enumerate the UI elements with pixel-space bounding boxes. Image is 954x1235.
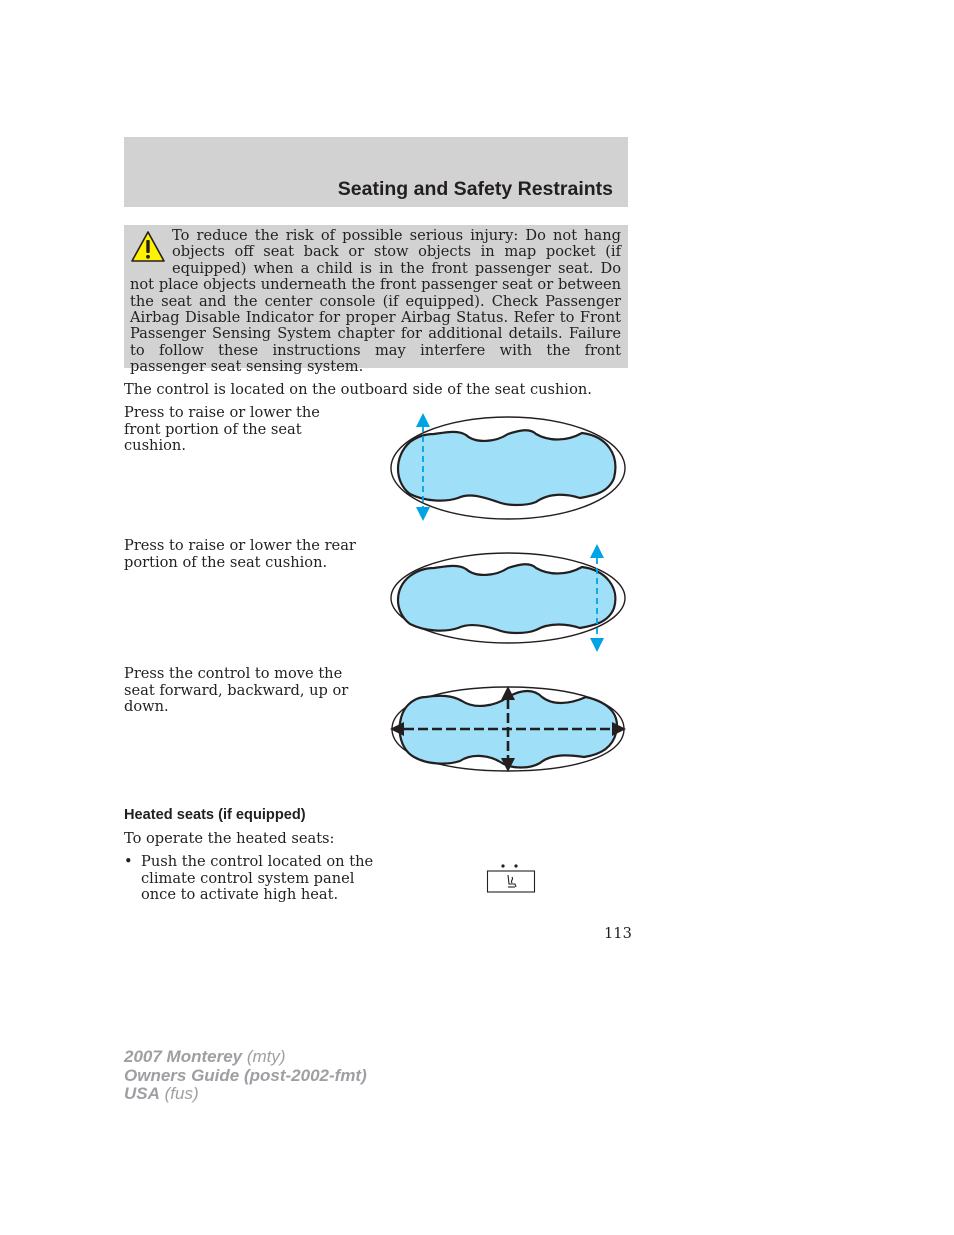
indicator-light-high bbox=[514, 864, 517, 867]
control-button[interactable] bbox=[398, 564, 615, 633]
heated-seats-bullet bbox=[124, 854, 380, 904]
arrow-up-icon bbox=[590, 544, 604, 558]
fore-aft-text: Press the control to move the seat forward, backward, up or down. bbox=[124, 665, 349, 716]
warning-triangle-icon bbox=[130, 230, 166, 264]
page-number: 113 bbox=[604, 925, 632, 942]
footer-line-3: USA (fus) bbox=[124, 1084, 199, 1103]
front-tilt-text: Press to raise or lower the front portion of the seat cushion. bbox=[124, 404, 320, 455]
footer-line-2: Owners Guide (post-2002-fmt) bbox=[124, 1065, 367, 1085]
footer bbox=[124, 1048, 367, 1104]
front-tilt-control-diagram bbox=[386, 408, 630, 526]
intro-text: The control is located on the outboard side of the seat cushion. bbox=[124, 381, 592, 398]
bullet-symbol: • bbox=[124, 853, 133, 870]
control-button[interactable] bbox=[398, 430, 615, 505]
heated-seats-intro: To operate the heated seats: bbox=[124, 830, 335, 847]
rear-tilt-text: Press to raise or lower the rear portion of the seat cushion. bbox=[124, 537, 356, 571]
section-header bbox=[124, 137, 628, 207]
heated-seat-button[interactable] bbox=[486, 862, 536, 894]
fore-aft-control-diagram bbox=[386, 683, 630, 775]
arrow-up-icon bbox=[416, 413, 430, 427]
warning-paragraph bbox=[130, 228, 621, 376]
heated-seats-heading: Heated seats (if equipped) bbox=[124, 807, 306, 823]
arrow-down-icon bbox=[590, 638, 604, 652]
rear-tilt-control-diagram bbox=[386, 542, 630, 654]
warning-text: To reduce the risk of possible serious injury: Do not hang objects off seat back or stow objects in map pocket (if equipped) when a child is in the front passenger seat. Do not place objects underneath the front passenger seat or between the seat and the center console (if equipped). Check Passenger Airbag Disable Indicator for proper Airbag Status. Refer to Front Passenger Sensing System chapter for additional details. Failure to follow these instructions may interfere with the front passenger seat sensing system. bbox=[130, 227, 621, 376]
indicator-light-low bbox=[501, 864, 504, 867]
bullet-text: Push the control located on the climate control system panel once to activate high heat. bbox=[141, 853, 374, 904]
footer-line-1: 2007 Monterey (mty) bbox=[124, 1047, 286, 1066]
warning-box bbox=[124, 225, 628, 376]
arrow-down-icon bbox=[416, 507, 430, 521]
section-title: Seating and Safety Restraints bbox=[337, 178, 613, 200]
